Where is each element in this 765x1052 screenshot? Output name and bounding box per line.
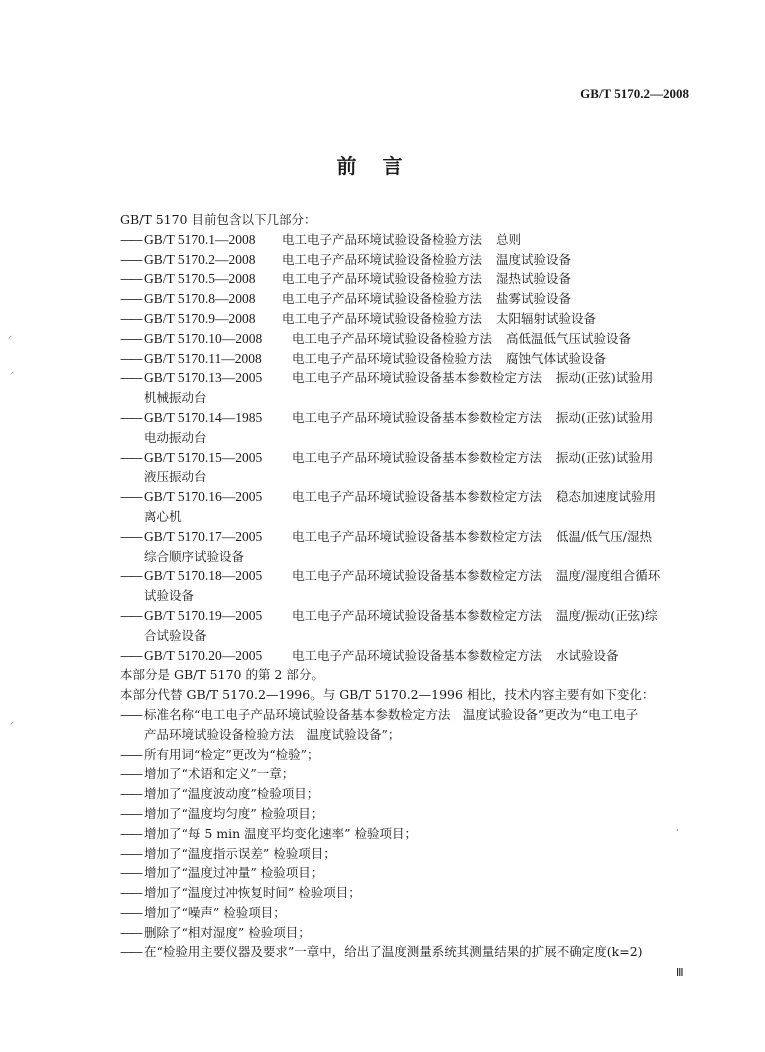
part-name: 电工电子产品环境试验设备检验方法 <box>282 271 483 287</box>
part-code: GB/T 5170.17—2005 <box>144 528 263 544</box>
part-subtitle: 总则 <box>496 231 522 247</box>
list-item <box>120 764 690 784</box>
dash-mark: —— <box>120 845 141 861</box>
scan-mark: ⸝ <box>10 367 14 376</box>
dash-mark: —— <box>120 568 141 584</box>
part-name: 电工电子产品环境试验设备基本参数检定方法 <box>292 568 543 584</box>
dash-mark: —— <box>120 766 141 782</box>
part-code: GB/T 5170.8—2008 <box>144 291 256 307</box>
list-item <box>120 329 690 349</box>
dash-mark: —— <box>120 706 141 722</box>
change-text: 增加了“温度过冲量” 检验项目； <box>144 865 324 881</box>
change-text: 在“检验用主要仪器及要求”一章中，给出了温度测量系统其测量结果的扩展不确定度(k=2) <box>144 944 643 960</box>
part-code: GB/T 5170.10—2008 <box>144 330 263 346</box>
dash-mark: —— <box>120 865 141 881</box>
part-name: 电工电子产品环境试验设备检验方法 <box>292 330 493 346</box>
change-text: 所有用词“检定”更改为“检验”； <box>144 746 320 762</box>
list-item <box>120 784 690 804</box>
change-text: 增加了“温度过冲恢复时间” 检验项目； <box>144 885 361 901</box>
dash-mark: —— <box>120 291 141 307</box>
list-item <box>120 250 690 270</box>
list-item <box>120 824 690 844</box>
part-code: GB/T 5170.20—2005 <box>144 647 263 663</box>
part-code: GB/T 5170.14—1985 <box>144 409 263 425</box>
part-subtitle: 温度试验设备 <box>496 251 572 267</box>
parts-list <box>120 230 690 666</box>
dash-mark: —— <box>120 409 141 425</box>
foreword-body <box>120 210 690 962</box>
part-subtitle: 盐雾试验设备 <box>496 291 572 307</box>
dash-mark: —— <box>120 489 141 505</box>
dash-mark: —— <box>120 449 141 465</box>
part-subtitle: 太阳辐射试验设备 <box>496 310 597 326</box>
list-item <box>120 903 690 923</box>
dash-mark: —— <box>120 350 141 366</box>
dash-mark: —— <box>120 825 141 841</box>
standard-code-header: GB/T 5170.2—2008 <box>580 86 689 101</box>
scope-statement: 本部分是 GB/T 5170 的第 2 部分。 <box>120 667 324 683</box>
part-code: GB/T 5170.16—2005 <box>144 489 263 505</box>
part-name: 电工电子产品环境试验设备基本参数检定方法 <box>292 607 543 623</box>
part-code: GB/T 5170.15—2005 <box>144 449 263 465</box>
part-subtitle: 水试验设备 <box>556 647 619 663</box>
part-code: GB/T 5170.19—2005 <box>144 607 263 623</box>
part-name: 电工电子产品环境试验设备检验方法 <box>282 310 483 326</box>
part-name: 电工电子产品环境试验设备检验方法 <box>282 291 483 307</box>
part-name: 电工电子产品环境试验设备基本参数检定方法 <box>292 370 543 386</box>
list-item <box>120 349 690 369</box>
part-name: 电工电子产品环境试验设备检验方法 <box>282 251 483 267</box>
part-name: 电工电子产品环境试验设备基本参数检定方法 <box>292 528 543 544</box>
dash-mark: —— <box>120 231 141 247</box>
dash-mark: —— <box>120 330 141 346</box>
part-subtitle: 高低温低气压试验设备 <box>506 330 632 346</box>
list-item <box>120 606 690 626</box>
change-text: 增加了“温度波动度”检验项目； <box>144 786 320 802</box>
part-name: 电工电子产品环境试验设备基本参数检定方法 <box>292 409 543 425</box>
dash-mark: —— <box>120 251 141 267</box>
list-item <box>120 804 690 824</box>
part-name: 电工电子产品环境试验设备基本参数检定方法 <box>292 449 543 465</box>
part-subtitle-continued: 综合顺序试验设备 <box>144 548 245 564</box>
part-code: GB/T 5170.5—2008 <box>144 271 256 287</box>
list-item <box>120 527 690 547</box>
list-item <box>120 844 690 864</box>
part-subtitle-continued: 离心机 <box>144 508 182 524</box>
scan-mark: ⸝ <box>8 331 12 340</box>
change-text: 增加了“温度均匀度” 检验项目； <box>144 805 324 821</box>
part-code: GB/T 5170.18—2005 <box>144 568 263 584</box>
list-item <box>120 863 690 883</box>
dash-mark: —— <box>120 310 141 326</box>
list-item <box>120 745 690 765</box>
part-subtitle: 温度/振动(正弦)综 <box>556 607 658 623</box>
list-item <box>120 705 690 725</box>
part-name: 电工电子产品环境试验设备基本参数检定方法 <box>292 489 543 505</box>
scan-mark: ⸝ <box>10 717 14 726</box>
part-name: 电工电子产品环境试验设备基本参数检定方法 <box>292 647 543 663</box>
part-name: 电工电子产品环境试验设备检验方法 <box>292 350 493 366</box>
part-subtitle-continued: 液压振动台 <box>144 469 207 485</box>
dash-mark: —— <box>120 904 141 920</box>
dash-mark: —— <box>120 370 141 386</box>
part-subtitle: 温度/湿度组合循环 <box>556 568 661 584</box>
change-text: 增加了“术语和定义”一章； <box>144 766 295 782</box>
part-subtitle-continued: 电动振动台 <box>144 429 207 445</box>
part-subtitle: 湿热试验设备 <box>496 271 572 287</box>
page-number: Ⅲ <box>676 967 684 979</box>
list-item <box>120 309 690 329</box>
part-code: GB/T 5170.11—2008 <box>144 350 262 366</box>
list-item <box>120 646 690 666</box>
change-text: 增加了“每 5 min 温度平均变化速率” 检验项目； <box>144 825 418 841</box>
page-title: 前言 <box>336 154 429 178</box>
list-item <box>120 289 690 309</box>
list-item <box>120 487 690 507</box>
dash-mark: —— <box>120 528 141 544</box>
list-item <box>120 883 690 903</box>
part-name: 电工电子产品环境试验设备检验方法 <box>282 231 483 247</box>
part-subtitle: 稳态加速度试验用 <box>556 489 657 505</box>
dash-mark: —— <box>120 746 141 762</box>
list-item <box>120 448 690 468</box>
list-item <box>120 566 690 586</box>
list-item <box>120 269 690 289</box>
list-item <box>120 408 690 428</box>
dash-mark: —— <box>120 607 141 623</box>
change-text: 标准名称“电工电子产品环境试验设备基本参数检定方法 温度试验设备”更改为“电工电子 <box>144 706 639 722</box>
change-text: 增加了“噪声” 检验项目； <box>144 904 286 920</box>
changes-list <box>120 705 690 962</box>
list-item <box>120 942 690 962</box>
part-subtitle: 腐蚀气体试验设备 <box>506 350 607 366</box>
list-item <box>120 368 690 388</box>
part-code: GB/T 5170.9—2008 <box>144 310 256 326</box>
dash-mark: —— <box>120 271 141 287</box>
dash-mark: —— <box>120 885 141 901</box>
dash-mark: —— <box>120 924 141 940</box>
dash-mark: —— <box>120 944 141 960</box>
part-subtitle-continued: 试验设备 <box>144 588 195 604</box>
change-text: 删除了“相对湿度” 检验项目； <box>144 924 311 940</box>
change-text-continued: 产品环境试验设备检验方法 温度试验设备”； <box>144 726 401 742</box>
part-subtitle: 振动(正弦)试验用 <box>556 449 654 465</box>
intro-text: GB/T 5170 目前包含以下几部分： <box>120 212 317 227</box>
part-code: GB/T 5170.2—2008 <box>144 251 256 267</box>
dash-mark: —— <box>120 786 141 802</box>
part-subtitle: 低温/低气压/湿热 <box>556 528 652 544</box>
part-code: GB/T 5170.13—2005 <box>144 370 263 386</box>
dash-mark: —— <box>120 805 141 821</box>
dash-mark: —— <box>120 647 141 663</box>
part-code: GB/T 5170.1—2008 <box>144 231 256 247</box>
change-text: 增加了“温度指示误差” 检验项目； <box>144 845 336 861</box>
part-subtitle: 振动(正弦)试验用 <box>556 370 654 386</box>
list-item <box>120 923 690 943</box>
part-subtitle: 振动(正弦)试验用 <box>556 409 654 425</box>
scan-mark: ʻ <box>676 828 679 837</box>
part-subtitle-continued: 合试验设备 <box>144 627 207 643</box>
replaces-statement: 本部分代替 GB/T 5170.2—1996。与 GB/T 5170.2—1996 相比，技术内容主要有如下变化： <box>120 687 655 703</box>
list-item <box>120 230 690 250</box>
part-subtitle-continued: 机械振动台 <box>144 390 207 406</box>
